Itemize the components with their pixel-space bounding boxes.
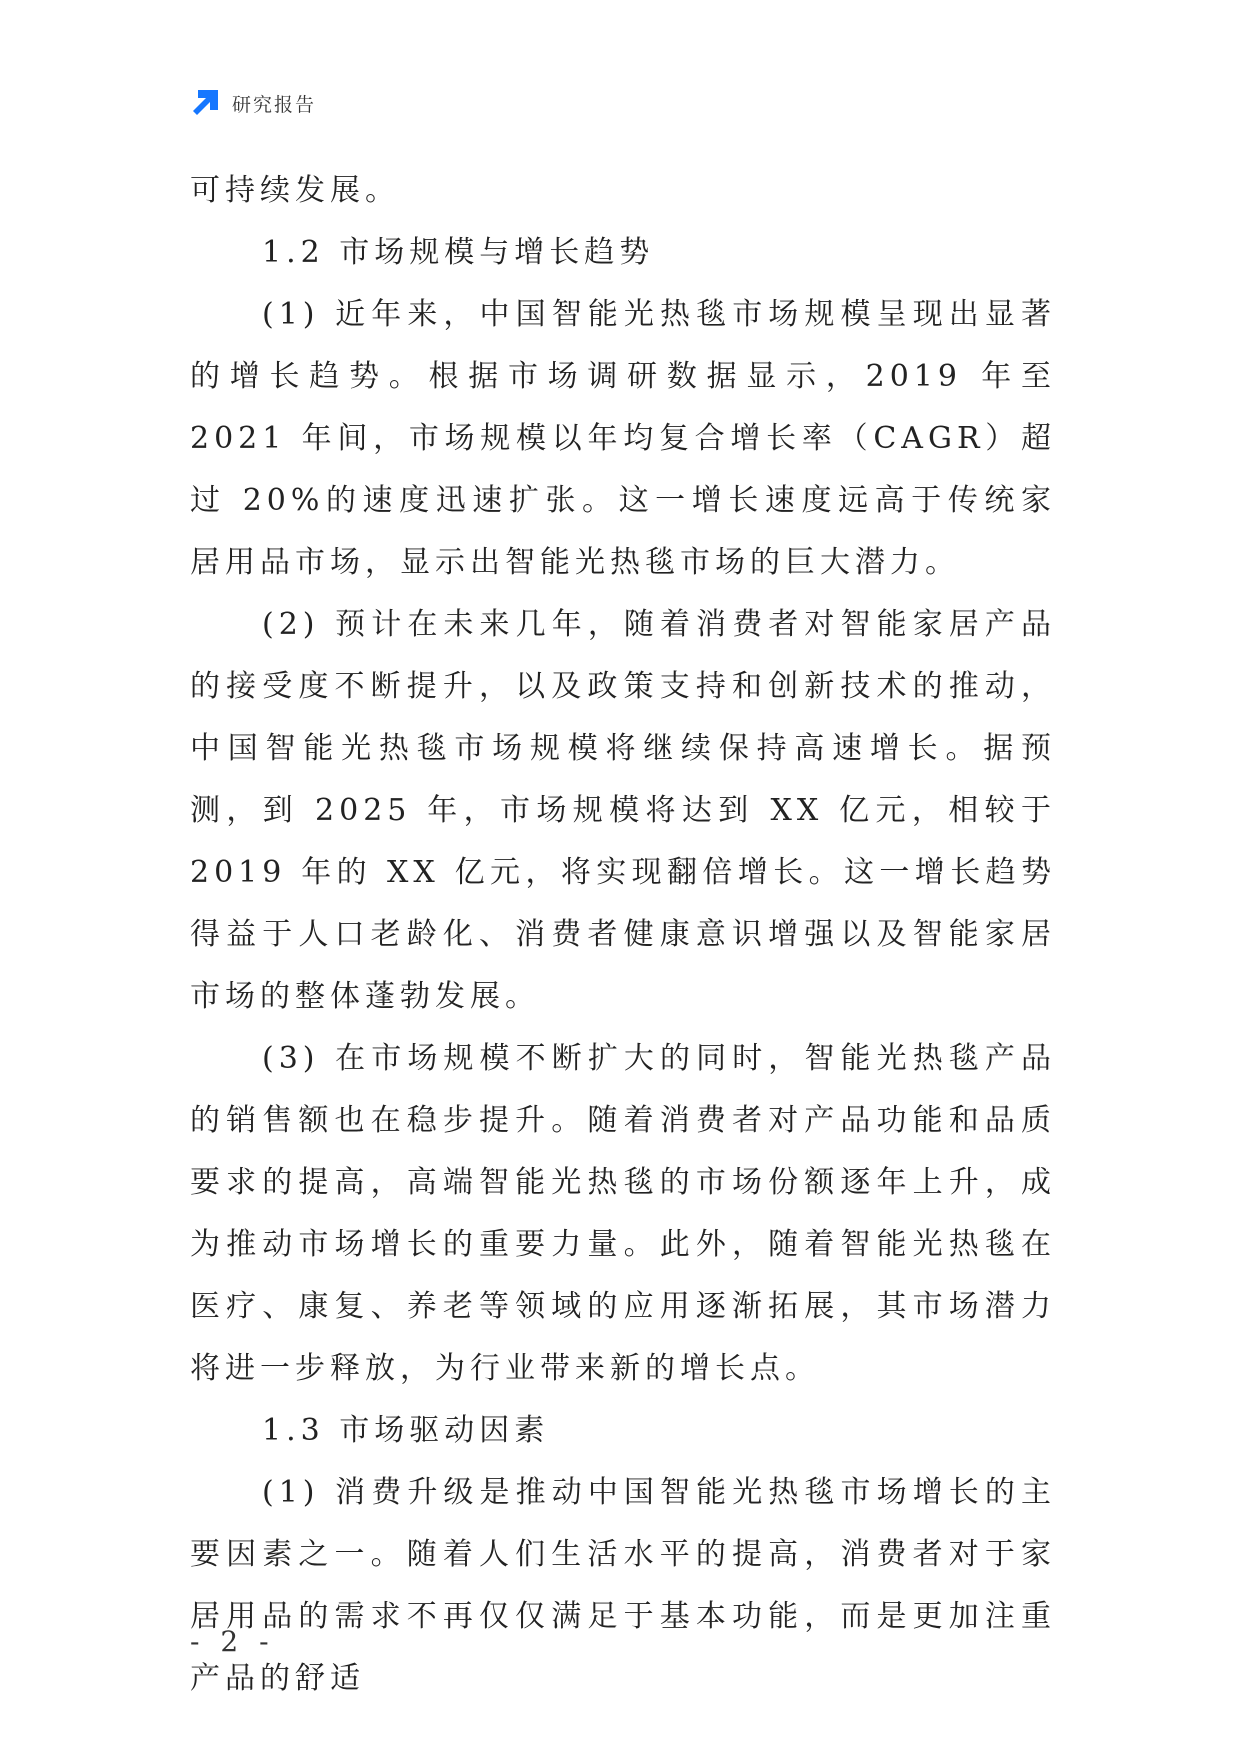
paragraph-3: (3) 在市场规模不断扩大的同时，智能光热毯产品的销售额也在稳步提升。随着消费者对产品功能和品质要求的提高，高端智能光热毯的市场份额逐年上升，成为推动市场增长的重要力量。此外，随着智能光热毯在医疗、康复、养老等领域的应用逐渐拓展，其市场潜力将进一步释放，为行业带来新的增长点。 bbox=[190, 1041, 1056, 1386]
report-logo-icon bbox=[190, 88, 220, 118]
report-header bbox=[190, 88, 316, 118]
paragraph-2: (2) 预计在未来几年，随着消费者对智能家居产品的接受度不断提升，以及政策支持和创新技术的推动，中国智能光热毯市场规模将继续保持高速增长。据预测，到 2025 年，市场规模将达到 XX 亿元，相较于 2019 年的 XX 亿元，将实现翻倍增长。这一增长趋势得益于人口老龄化、消费者健康意识增强以及智能家居市场的整体蓬勃发展。 bbox=[190, 607, 1056, 1014]
paragraph-1: (1) 近年来，中国智能光热毯市场规模呈现出显著的增长趋势。根据市场调研数据显示，2019 年至 2021 年间，市场规模以年均复合增长率（CAGR）超过 20%的速度迅速扩张。这一增长速度远高于传统家居用品市场，显示出智能光热毯市场的巨大潜力。 bbox=[190, 297, 1056, 580]
section-heading-1-3: 1.3 市场驱动因素 bbox=[262, 1413, 550, 1448]
paragraph-continuation: 可持续发展。 bbox=[190, 173, 400, 208]
header-title: 研究报告 bbox=[232, 93, 317, 116]
section-heading-1-2: 1.2 市场规模与增长趋势 bbox=[262, 235, 655, 270]
document-body bbox=[190, 160, 1056, 1710]
paragraph-4: (1) 消费升级是推动中国智能光热毯市场增长的主要因素之一。随着人们生活水平的提高，消费者对于家居用品的需求不再仅仅满足于基本功能，而是更加注重产品的舒适 bbox=[190, 1475, 1056, 1696]
page-number: - 2 - bbox=[190, 1625, 275, 1658]
